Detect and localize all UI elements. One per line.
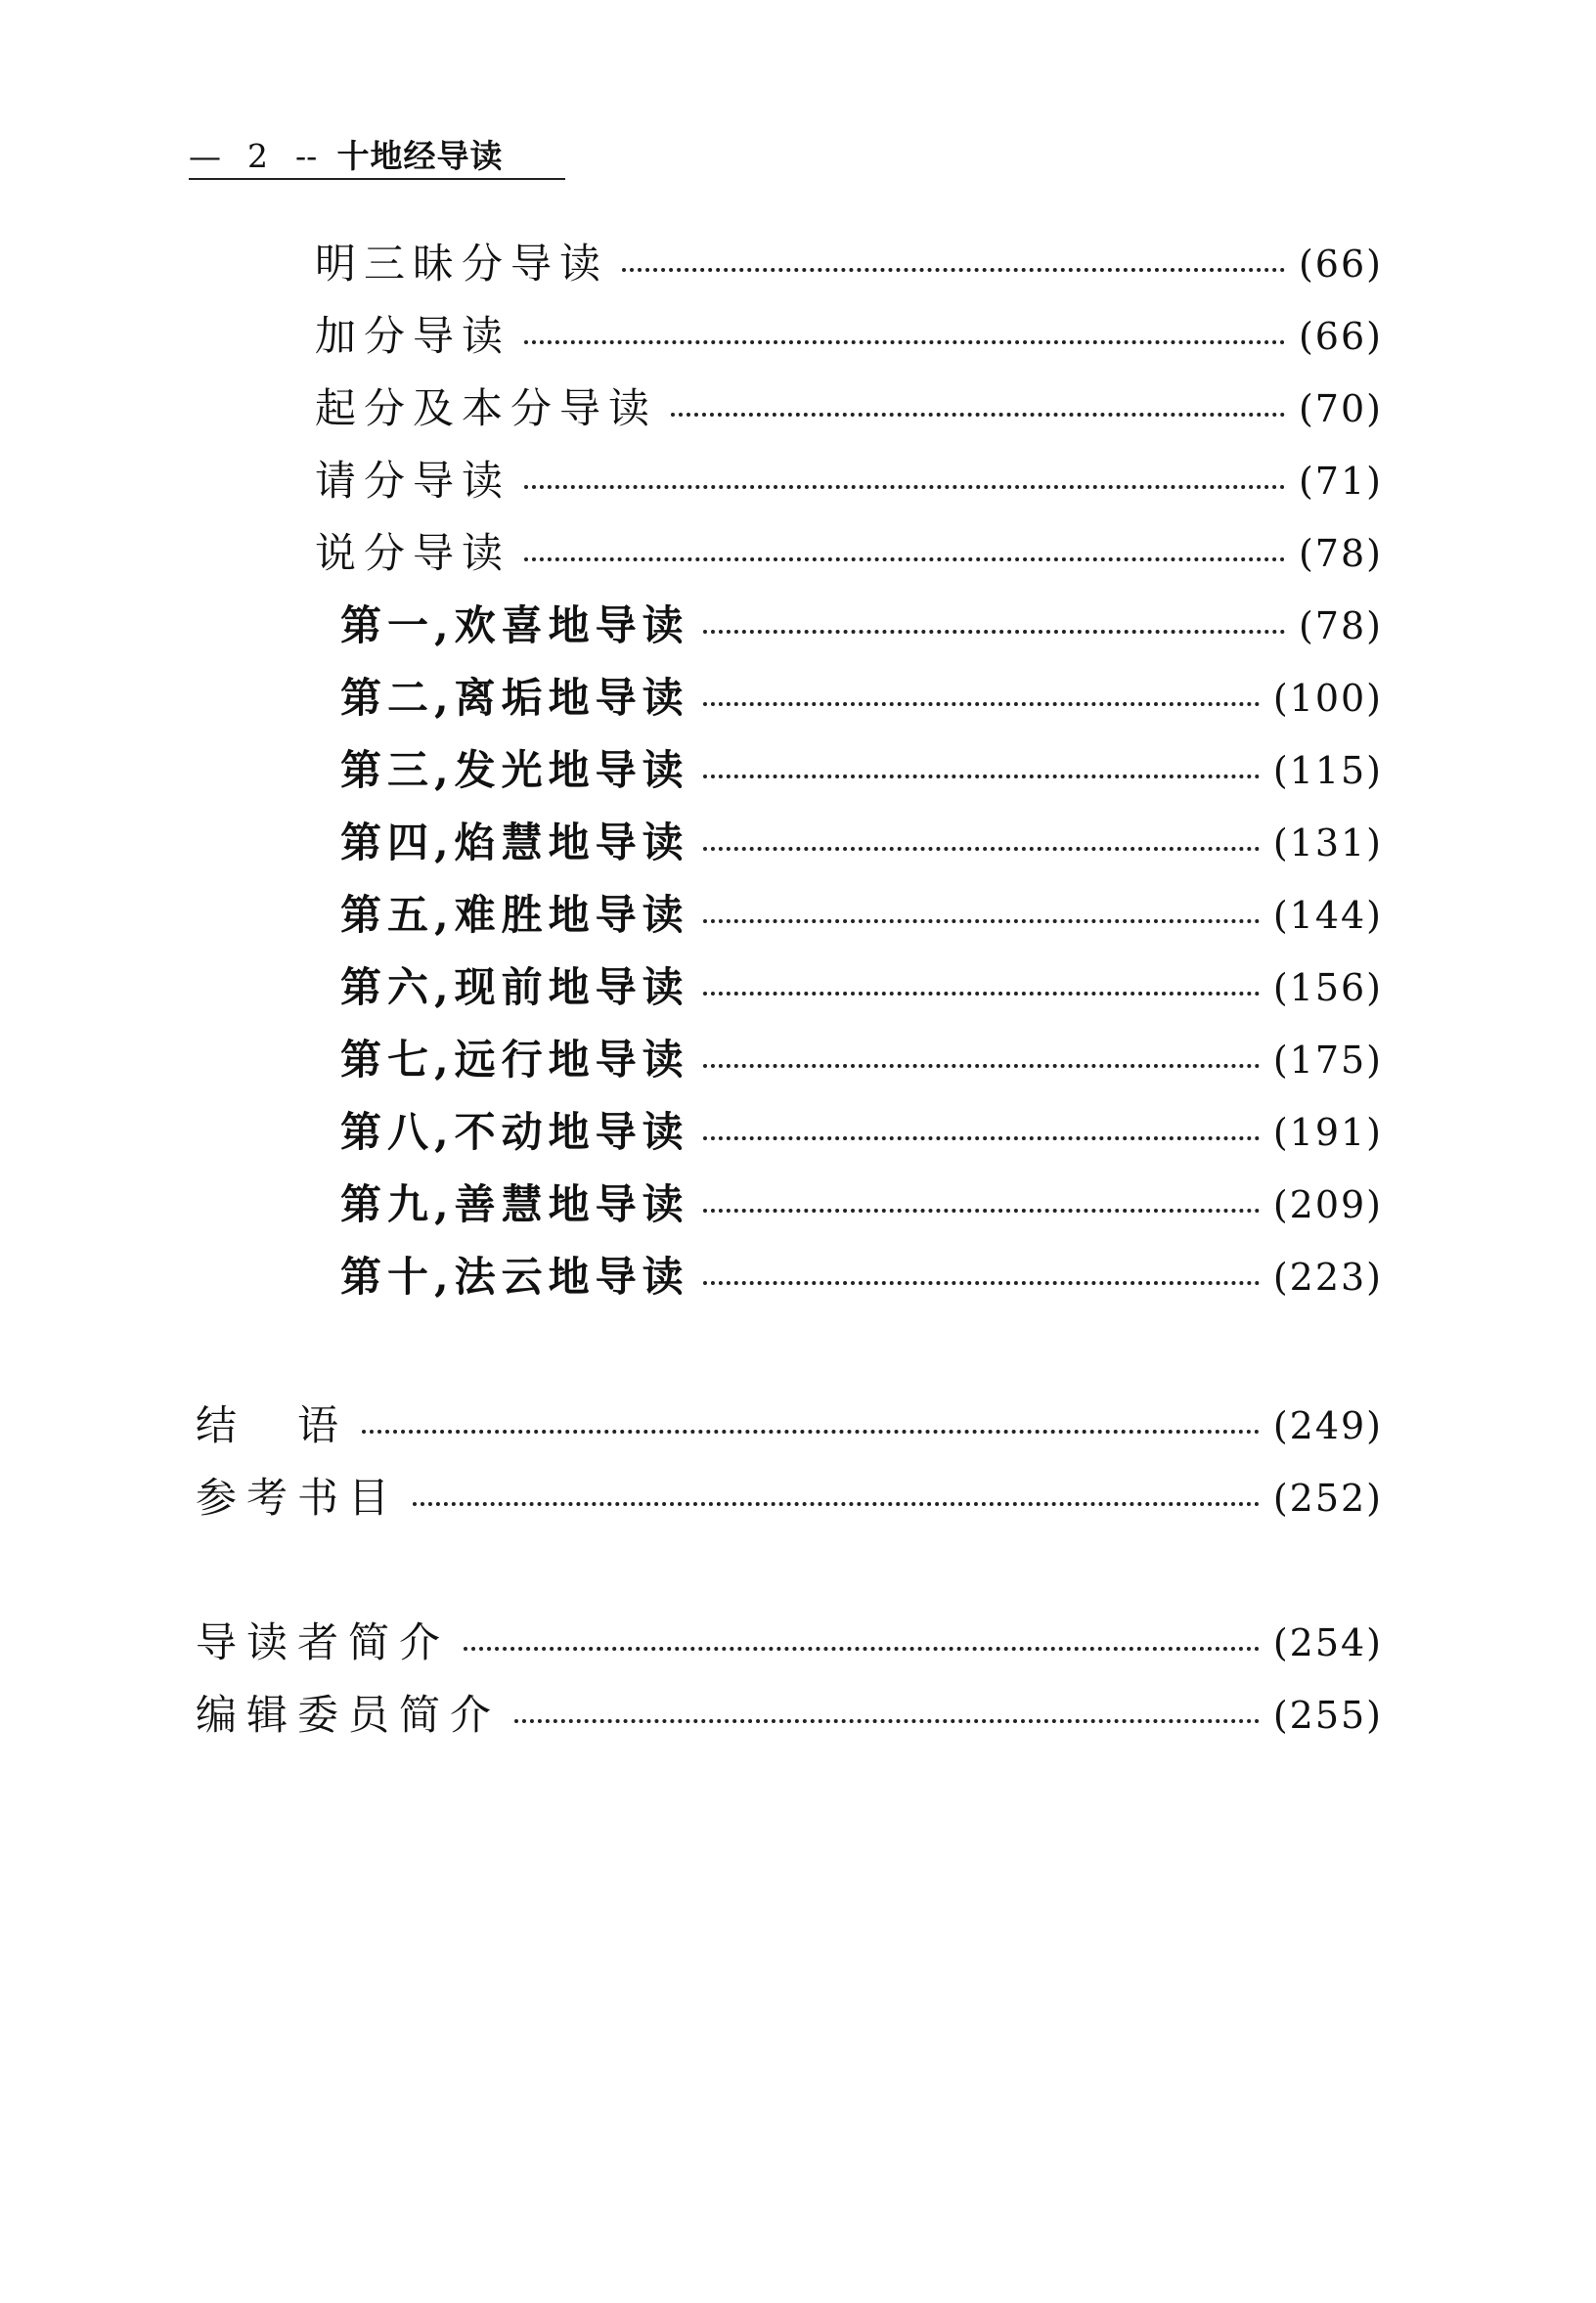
toc-entry-page: (78) [1298,532,1383,575]
toc-subentry[interactable] [340,887,1383,944]
toc-entry-page: (254) [1272,1621,1383,1664]
toc-entry-page: (252) [1272,1477,1383,1520]
toc-subentry[interactable] [340,959,1383,1016]
dot-leader [362,1430,1260,1434]
toc-entry-label: 请分导读 [315,457,511,505]
toc-entry-label: 第七,远行地导读 [340,1036,689,1084]
toc-entry-page: (156) [1272,966,1383,1009]
dot-leader [413,1502,1260,1506]
dot-leader [703,1064,1260,1068]
dot-leader [464,1647,1260,1651]
toc-entry-label: 第三,发光地导读 [340,746,689,794]
dot-leader [514,1719,1260,1723]
toc-entry[interactable] [315,236,1383,292]
toc-subentry[interactable] [340,742,1383,799]
header-dash-left: — [189,137,221,175]
toc-entry-label: 明三昧分导读 [315,240,609,288]
dot-leader [524,485,1285,489]
dot-leader [622,268,1285,272]
toc-entry-label: 第六,现前地导读 [340,963,689,1011]
toc-entry-page: (66) [1298,315,1383,358]
toc-entry-page: (66) [1298,243,1383,286]
toc-subentry[interactable] [340,598,1383,654]
toc-subentry[interactable] [340,670,1383,727]
dot-leader [703,1281,1260,1285]
toc-entry[interactable] [196,1615,1383,1671]
toc-entry[interactable] [315,380,1383,437]
toc-entry-page: (191) [1272,1111,1383,1154]
toc-entry-page: (71) [1298,460,1383,503]
toc-entry-page: (249) [1272,1404,1383,1447]
toc-subentry[interactable] [340,1176,1383,1233]
page-number: 2 [247,137,268,175]
book-title: 十地经导读 [336,137,504,175]
toc-entry-label: 第四,焰慧地导读 [340,819,689,866]
toc-entry[interactable] [196,1397,1383,1454]
toc-entry[interactable] [315,308,1383,365]
toc-entry-label: 第二,离垢地导读 [340,674,689,722]
toc-entry-label: 第五,难胜地导读 [340,891,689,939]
toc-entry-label: 说分导读 [315,529,511,577]
dot-leader [703,630,1285,634]
dot-leader [703,1209,1260,1213]
toc-entry-label: 第八,不动地导读 [340,1108,689,1156]
dot-leader [524,557,1285,561]
toc-entry[interactable] [196,1470,1383,1527]
toc-entry-page: (100) [1272,677,1383,720]
dot-leader [524,340,1285,344]
toc-entry-label: 加分导读 [315,312,511,360]
toc-entry[interactable] [315,525,1383,582]
toc-entry-page: (144) [1272,894,1383,937]
running-header [189,135,565,180]
toc-entry-page: (131) [1272,821,1383,864]
toc-entry-label: 编辑委员简介 [196,1691,502,1739]
toc-subentry[interactable] [340,1032,1383,1088]
toc-entry-page: (255) [1272,1694,1383,1737]
toc-entry-label: 第十,法云地导读 [340,1253,689,1301]
dot-leader [703,992,1260,996]
toc-entry-label: 参考书目 [196,1474,400,1522]
toc-entry-page: (70) [1298,387,1383,430]
toc-entry-page: (78) [1298,604,1383,647]
toc-subentry[interactable] [340,815,1383,871]
toc-entry-page: (115) [1272,749,1383,792]
toc-entry-label: 导读者简介 [196,1618,451,1666]
toc-entry-label: 结 语 [196,1401,349,1449]
toc-subentry[interactable] [340,1104,1383,1161]
dot-leader [703,847,1260,851]
dot-leader [671,413,1285,417]
header-dash-right: -- [295,137,318,175]
toc-entry[interactable] [196,1687,1383,1744]
toc-entry-label: 起分及本分导读 [315,384,658,432]
toc-entry-page: (175) [1272,1039,1383,1082]
dot-leader [703,1136,1260,1140]
toc-subentry[interactable] [340,1249,1383,1306]
dot-leader [703,919,1260,923]
dot-leader [703,775,1260,778]
toc-entry-label: 第九,善慧地导读 [340,1180,689,1228]
toc-entry[interactable] [315,453,1383,509]
toc-entry-label: 第一,欢喜地导读 [340,601,689,649]
toc-entry-page: (223) [1272,1256,1383,1299]
dot-leader [703,702,1260,706]
toc-entry-page: (209) [1272,1183,1383,1226]
